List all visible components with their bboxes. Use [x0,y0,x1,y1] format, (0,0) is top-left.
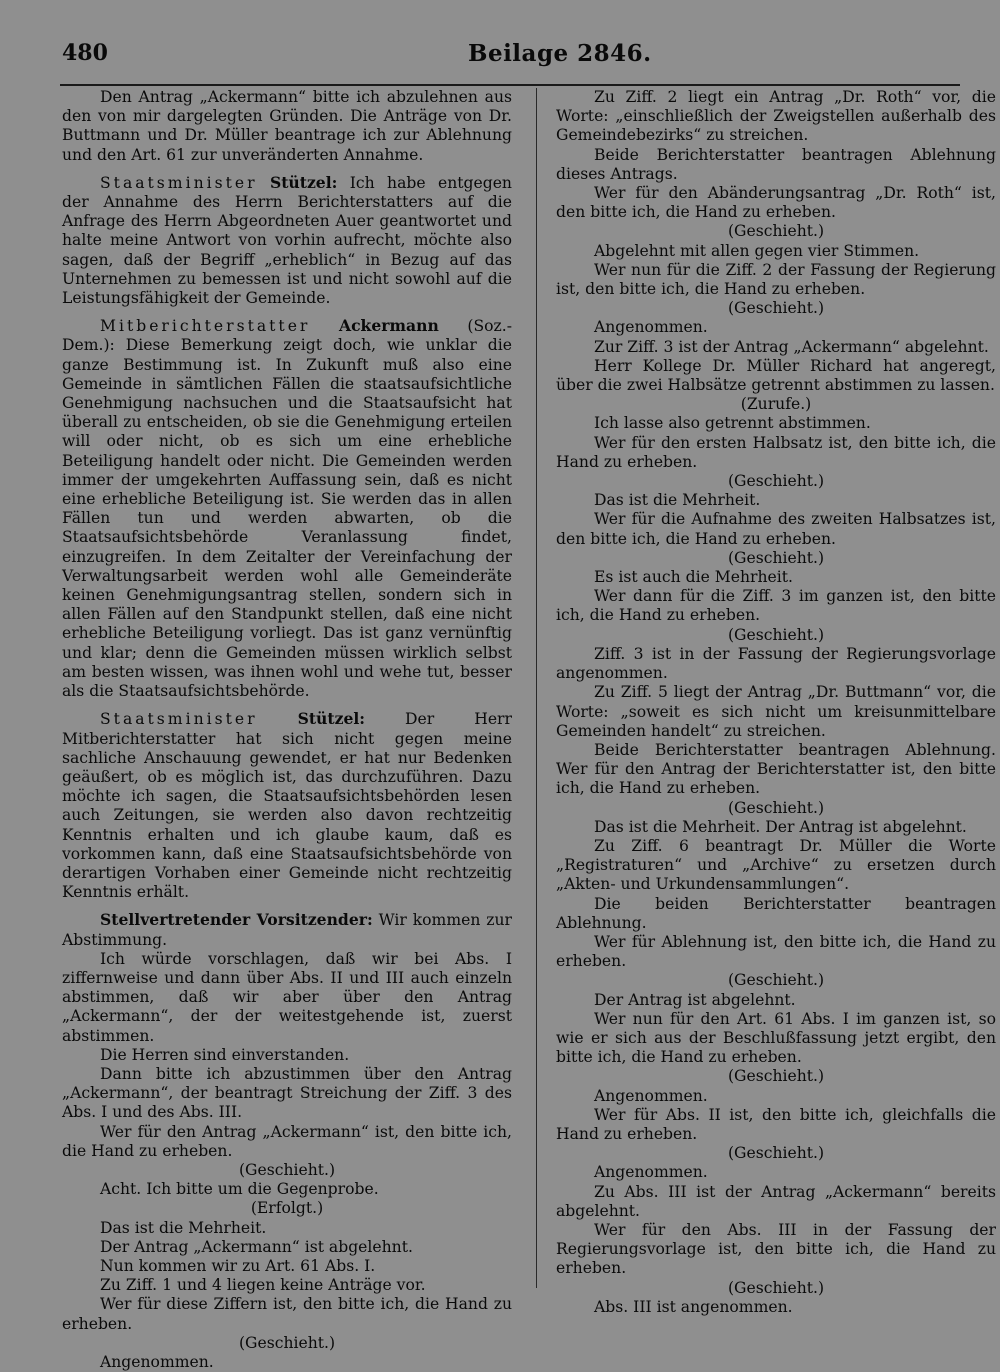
paragraph [556,645,996,683]
paragraph-text: Angenommen. [594,1163,708,1182]
paragraph-text: Es ist auch die Mehrheit. [594,568,793,587]
paragraph [556,683,996,741]
paragraph [62,88,512,165]
stage-direction: (Zurufe.) [740,395,812,414]
speaker-heading: Stellvertretender Vorsitzender: [100,910,373,930]
paragraph [556,933,996,971]
paragraph-text: Herr Kollege Dr. Müller Richard hat angeregt, über die zwei Halbsätze getrennt abstimmen zu lassen. [556,356,996,395]
paragraph [556,146,996,184]
paragraph [556,587,996,625]
paragraph [556,568,996,587]
paragraph-text: Die beiden Berichterstatter beantragen Ablehnung. [556,894,996,932]
paragraph-text: Das ist die Mehrheit. [594,491,761,510]
paragraph-text: Zur Ziff. 3 ist der Antrag „Ackermann“ abgelehnt. [594,337,989,356]
speaker-name: Stützel: [269,172,338,192]
speaker-role: Mitberichterstatter [100,317,311,336]
paragraph [556,895,996,933]
paragraph [556,1087,996,1106]
paragraph-text: Wer für die Aufnahme des zweiten Halbsatzes ist, den bitte ich, die Hand zu erheben. [556,510,996,548]
paragraph [62,1219,512,1238]
paragraph-text: Das ist die Mehrheit. [100,1218,267,1237]
paragraph [556,991,996,1010]
paragraph-text: Wer dann für die Ziff. 3 im ganzen ist, den bitte ich, die Hand zu erheben. [556,587,996,625]
paragraph-text: Zu Abs. III ist der Antrag „Ackermann“ bereits abgelehnt. [556,1182,996,1220]
paragraph-text: Die Herren sind einverstanden. [100,1045,350,1064]
paragraph-text: Wer für den ersten Halbsatz ist, den bitte ich, die Hand zu erheben. [556,433,996,471]
paragraph [556,837,996,895]
paragraph [62,1238,512,1257]
paragraph [62,1353,512,1372]
paragraph-text: Wer für den Antrag „Ackermann“ ist, den bitte ich, die Hand zu erheben. [62,1122,512,1160]
paragraph [62,1276,512,1295]
paragraph [62,1123,512,1161]
page-header [62,40,960,76]
paragraph [62,950,512,1046]
speaker-name: Ackermann [338,316,439,336]
stage-direction: (Geschieht.) [727,798,825,817]
stage-direction: (Geschieht.) [727,299,825,318]
paragraph [556,741,996,799]
left-column [62,88,512,1372]
paragraph [556,510,996,548]
paragraph [556,357,996,395]
paragraph-text: Angenommen. [594,318,708,337]
paragraph [556,414,996,433]
paragraph-text: Der Antrag ist abgelehnt. [594,990,796,1009]
paragraph-text: Wer für den Abänderungsantrag „Dr. Roth“ ist, den bitte ich, die Hand zu erheben. [556,184,996,222]
paragraph [556,318,996,337]
paragraph-text: Ich habe entgegen der Annahme des Herrn Berichterstatters auf die Anfrage des Herrn Abgeordneten Auer geantwortet und halte meine Antwort von vorhin aufrecht, möchte also sagen, daß der Begriff „erheblich“ in Bezug auf das Unternehmen zu bemessen ist und nicht sowohl auf die Leistungsfähigkeit der Gemeinde. [62,173,512,308]
column-divider [536,88,537,1288]
paragraph [556,491,996,510]
paragraph [62,1065,512,1123]
speech-paragraph [62,910,512,949]
paragraph-text: Ich würde vorschlagen, daß wir bei Abs. I ziffernweise und dann über Abs. II und III auch einzeln abstimmen, daß wir aber über den Antrag „Ackermann“, der der weitestgehende ist, zuerst abstimmen. [62,949,512,1045]
paragraph-text: Den Antrag „Ackermann“ bitte ich abzulehnen aus den von mir dargelegten Gründen. Die Anträge von Dr. Buttmann und Dr. Müller beantrage ich zur Ablehnung und den Art. 61 zur unveränderten Annahme. [62,88,512,164]
paragraph-text: Wer für Ablehnung ist, den bitte ich, die Hand zu erheben. [556,932,996,971]
paragraph [556,261,996,299]
paragraph [62,1295,512,1333]
paragraph-text: Ich lasse also getrennt abstimmen. [594,414,871,433]
paragraph [556,242,996,261]
stage-direction: (Geschieht.) [727,548,825,567]
paragraph [556,1183,996,1221]
paragraph-text: Angenommen. [594,1086,708,1105]
paragraph-text: Acht. Ich bitte um die Gegenprobe. [100,1180,379,1199]
speech-paragraph [62,173,512,308]
right-column [556,88,996,1317]
paragraph [556,1106,996,1144]
stage-direction: (Geschieht.) [727,625,825,644]
page-number: 480 [62,40,108,66]
stage-direction: (Erfolgt.) [250,1199,324,1218]
paragraph-text: Nun kommen wir zu Art. 61 Abs. I. [100,1256,376,1275]
paragraph [556,1163,996,1182]
paragraph-text: Diese Bemerkung zeigt doch, wie unklar die ganze Bestimmung ist. In Zukunft muß also eine Gemeinde in sämtlichen Fällen die staatsaufsichtliche Genehmigung nachsuchen und die Staatsaufsicht hat überall zu entscheiden, ob sie die Genehmigung erteilen will oder nicht, ob es sich um eine erhebliche Beteiligung handelt oder nicht. Die Gemeinden werden immer der umgekehrten Auffassung sein, daß es nicht eine erhebliche Beteiligung ist. Sie werden das in allen Fällen tun und werden abwarten, ob die Staatsaufsichtsbehörde Veranlassung findet, einzugreifen. In dem Zeitalter der Vereinfachung der Verwaltungsarbeit werden wohl alle Gemeinderäte keinen Genehmigungsantrag stellen, sondern sich in allen Fällen auf den Standpunkt stellen, daß eine nicht erhebliche Beteiligung vorliegt. Das ist ganz vernünftig und klar; denn die Gemeinden müssen wirklich selbst am besten wissen, was ihnen wohl und wehe tut, besser als die Staatsaufsichtsbehörde. [62,336,512,701]
paragraph [556,434,996,472]
paragraph-text: Beide Berichterstatter beantragen Ablehnung. Wer für den Antrag der Berichterstatter ist, den bitte ich, die Hand zu erheben. [556,740,996,798]
stage-direction: (Geschieht.) [727,1067,825,1086]
paragraph [62,1180,512,1199]
paragraph-text: Zu Ziff. 6 beantragt Dr. Müller die Worte „Registraturen“ und „Archive“ zu ersetzen durch „Akten- und Urkundensammlungen“. [556,836,996,894]
paragraph [556,184,996,222]
paragraph-text: Abs. III ist angenommen. [594,1297,793,1316]
paragraph-text: Wer für Abs. II ist, den bitte ich, gleichfalls die Hand zu erheben. [556,1105,996,1143]
speaker-name: Stützel: [297,709,366,729]
paragraph-text: Ziff. 3 ist in der Fassung der Regierungsvorlage angenommen. [556,644,996,683]
speech-paragraph [62,316,512,701]
speech-paragraph [62,709,512,902]
paragraph-text: Zu Ziff. 2 liegt ein Antrag „Dr. Roth“ vor, die Worte: „einschließlich der Zweigstellen außerhalb des Gemeindebezirks“ zu streichen. [556,88,996,145]
paragraph [556,1298,996,1317]
paragraph-text: Abgelehnt mit allen gegen vier Stimmen. [594,241,920,260]
paragraph [556,88,996,146]
paragraph [556,818,996,837]
paragraph [556,1010,996,1068]
stage-direction: (Geschieht.) [727,222,825,241]
stage-direction: (Geschieht.) [238,1333,336,1352]
header-rule [60,84,960,86]
paragraph [556,338,996,357]
paragraph-text: Der Herr Mitberichterstatter hat sich nicht gegen meine sachliche Anschauung gewendet, er hat nur Bedenken geäußert, ob es möglich ist, das durchzuführen. Dazu möchte ich sagen, die Staatsaufsichtsbehörden lesen auch Zeitungen, sie werden also davon rechtzeitig Kenntnis erhalten und ich glaube kaum, daß es vorkommen kann, daß eine Staatsaufsichtsbehörde von derartigen Vorhaben einer Gemeinde nicht rechtzeitig Kenntnis erhält. [62,710,512,902]
paragraph-text: Wer nun für den Art. 61 Abs. I im ganzen ist, so wie er sich aus der Beschlußfassung jetzt ergibt, den bitte ich, die Hand zu erheben. [556,1009,996,1067]
paragraph [62,1046,512,1065]
page-title: Beilage 2846. [468,40,652,67]
paragraph-text: Angenommen. [100,1353,214,1371]
paragraph-text: Wer für diese Ziffern ist, den bitte ich, die Hand zu erheben. [62,1295,512,1333]
stage-direction: (Geschieht.) [727,472,825,491]
paragraph-text: Das ist die Mehrheit. Der Antrag ist abgelehnt. [594,817,967,836]
stage-direction: (Geschieht.) [727,971,825,990]
paragraph [556,1221,996,1279]
paragraph [62,1257,512,1276]
paragraph-text: Wir kommen zur Abstimmung. [62,911,512,949]
paragraph-text: Zu Ziff. 1 und 4 liegen keine Anträge vor. [100,1276,426,1295]
paragraph-text: Dann bitte ich abzustimmen über den Antrag „Ackermann“, der beantragt Streichung der Ziff. 3 des Abs. I und des Abs. III. [62,1064,512,1122]
paragraph-text: Wer nun für die Ziff. 2 der Fassung der Regierung ist, den bitte ich, die Hand zu erheben. [556,260,996,299]
paragraph-text: Beide Berichterstatter beantragen Ablehnung dieses Antrags. [556,145,996,183]
stage-direction: (Geschieht.) [238,1160,336,1179]
paragraph-text: Der Antrag „Ackermann“ ist abgelehnt. [100,1237,413,1256]
speaker-role: Staatsminister [100,173,258,192]
stage-direction: (Geschieht.) [727,1278,825,1297]
paragraph-text: Wer für den Abs. III in der Fassung der Regierungsvorlage ist, den bitte ich, die Hand zu erheben. [556,1220,996,1278]
paragraph-text: Zu Ziff. 5 liegt der Antrag „Dr. Buttmann“ vor, die Worte: „soweit es sich nicht um kreisunmittelbare Gemeinden handelt“ zu streichen. [556,683,996,740]
speaker-party: (Soz.-Dem.): [62,317,512,355]
speaker-role: Staatsminister [100,710,258,729]
stage-direction: (Geschieht.) [727,1144,825,1163]
